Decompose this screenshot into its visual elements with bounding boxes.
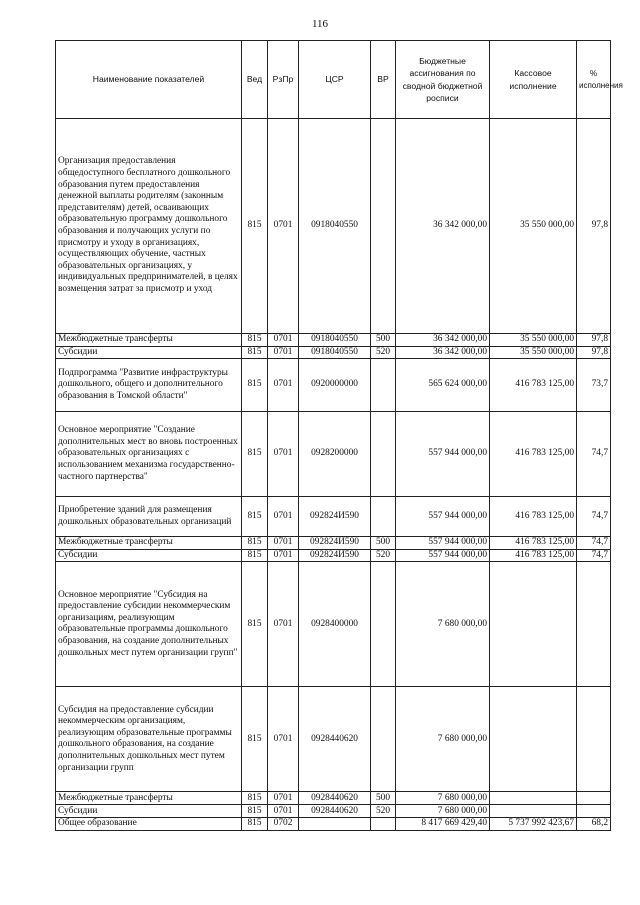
cell-pct: 74,7 — [577, 537, 611, 550]
cell-cash — [490, 792, 577, 805]
cell-rzpr: 0701 — [268, 119, 299, 334]
cell-vr — [371, 562, 396, 687]
cell-rzpr: 0701 — [268, 805, 299, 818]
cell-ved: 815 — [242, 792, 268, 805]
cell-ved: 815 — [242, 346, 268, 359]
cell-csr: 0928200000 — [299, 412, 371, 497]
cell-vr: 500 — [371, 537, 396, 550]
cell-rzpr: 0701 — [268, 412, 299, 497]
cell-name: Субсидия на предоставление субсидии некоммерческим организациям, реализующим образовательные программы дошкольного образования, на создание дополнительных дошкольных мест путем организации групп — [56, 687, 242, 792]
cell-pct — [577, 687, 611, 792]
cell-csr: 0928400000 — [299, 562, 371, 687]
cell-csr: 092824И590 — [299, 497, 371, 537]
cell-name: Межбюджетные трансферты — [56, 792, 242, 805]
cell-vr — [371, 119, 396, 334]
cell-name: Субсидии — [56, 549, 242, 562]
cell-assign: 7 680 000,00 — [396, 792, 490, 805]
cell-cash: 35 550 000,00 — [490, 334, 577, 347]
cell-assign: 36 342 000,00 — [396, 119, 490, 334]
table-row — [56, 792, 611, 805]
cell-cash — [490, 687, 577, 792]
cell-pct: 97,8 — [577, 346, 611, 359]
cell-name: Подпрограмма "Развитие инфраструктуры дошкольного, общего и дополнительного образования в Томской области" — [56, 359, 242, 412]
cell-ved: 815 — [242, 412, 268, 497]
cell-vr: 520 — [371, 805, 396, 818]
cell-assign: 557 944 000,00 — [396, 537, 490, 550]
cell-rzpr: 0701 — [268, 359, 299, 412]
cell-csr: 0918040550 — [299, 334, 371, 347]
cell-csr: 0918040550 — [299, 119, 371, 334]
cell-csr: 0918040550 — [299, 346, 371, 359]
cell-vr — [371, 818, 396, 831]
cell-assign: 7 680 000,00 — [396, 562, 490, 687]
header-rzpr: РзПр — [268, 41, 299, 119]
cell-vr — [371, 687, 396, 792]
cell-ved: 815 — [242, 359, 268, 412]
table-header-row — [56, 41, 611, 119]
cell-assign: 7 680 000,00 — [396, 687, 490, 792]
cell-ved: 815 — [242, 549, 268, 562]
cell-name: Основное мероприятие "Субсидия на предоставление субсидии некоммерческим организациям, реализующим образовательные программы дошкольного образования, на создание дополнительных дошкольных мест путем организации групп" — [56, 562, 242, 687]
cell-ved: 815 — [242, 119, 268, 334]
cell-name: Межбюджетные трансферты — [56, 334, 242, 347]
table-row — [56, 334, 611, 347]
cell-name: Субсидии — [56, 346, 242, 359]
cell-assign: 36 342 000,00 — [396, 346, 490, 359]
table-row — [56, 805, 611, 818]
cell-name: Субсидии — [56, 805, 242, 818]
page-number: 116 — [311, 18, 329, 30]
cell-vr — [371, 359, 396, 412]
cell-cash: 416 783 125,00 — [490, 412, 577, 497]
cell-vr: 520 — [371, 346, 396, 359]
cell-rzpr: 0701 — [268, 792, 299, 805]
cell-name: Организация предоставления общедоступного бесплатного дошкольного образования путем предоставления денежной выплаты родителям (законным представителям) детей, осваивающих образовательную программу дошкольного образования и получающих услуги по присмотру и уходу в организациях, осуществляющих обучение, частных образовательных организациях, у индивидуальных предпринимателей, в целях возмещения затрат за присмотр и уход — [56, 119, 242, 334]
cell-cash — [490, 562, 577, 687]
cell-rzpr: 0701 — [268, 562, 299, 687]
cell-ved: 815 — [242, 537, 268, 550]
header-cash: Кассовое исполнение — [490, 41, 577, 119]
cell-vr: 500 — [371, 792, 396, 805]
cell-ved: 815 — [242, 334, 268, 347]
table-row — [56, 412, 611, 497]
cell-rzpr: 0701 — [268, 497, 299, 537]
cell-cash: 416 783 125,00 — [490, 497, 577, 537]
cell-name: Приобретение зданий для размещения дошкольных образовательных организаций — [56, 497, 242, 537]
cell-cash: 416 783 125,00 — [490, 359, 577, 412]
cell-pct: 74,7 — [577, 412, 611, 497]
cell-pct: 74,7 — [577, 497, 611, 537]
table-row — [56, 119, 611, 334]
cell-assign: 8 417 669 429,40 — [396, 818, 490, 831]
cell-csr: 092824И590 — [299, 537, 371, 550]
table-row — [56, 818, 611, 831]
table-row — [56, 687, 611, 792]
cell-name: Основное мероприятие "Создание дополнительных мест во вновь построенных образовательных организациях с использованием механизма государственно-частного партнерства" — [56, 412, 242, 497]
cell-ved: 815 — [242, 687, 268, 792]
header-assign: Бюджетные ассигнования по сводной бюджетной росписи — [396, 41, 490, 119]
cell-vr: 520 — [371, 549, 396, 562]
table-row — [56, 359, 611, 412]
table-row — [56, 497, 611, 537]
cell-cash — [490, 805, 577, 818]
cell-csr: 0928440620 — [299, 792, 371, 805]
cell-ved: 815 — [242, 497, 268, 537]
cell-ved: 815 — [242, 818, 268, 831]
cell-assign: 565 624 000,00 — [396, 359, 490, 412]
cell-cash: 35 550 000,00 — [490, 119, 577, 334]
cell-assign: 557 944 000,00 — [396, 549, 490, 562]
cell-csr: 0928440620 — [299, 805, 371, 818]
cell-csr: 0928440620 — [299, 687, 371, 792]
cell-assign: 557 944 000,00 — [396, 497, 490, 537]
header-vr: ВР — [371, 41, 396, 119]
table-row — [56, 562, 611, 687]
cell-vr: 500 — [371, 334, 396, 347]
table-row — [56, 346, 611, 359]
cell-csr — [299, 818, 371, 831]
cell-pct — [577, 805, 611, 818]
cell-pct: 97,8 — [577, 119, 611, 334]
cell-assign: 557 944 000,00 — [396, 412, 490, 497]
header-name: Наименование показателей — [56, 41, 242, 119]
cell-pct: 97,8 — [577, 334, 611, 347]
cell-rzpr: 0702 — [268, 818, 299, 831]
cell-assign: 36 342 000,00 — [396, 334, 490, 347]
cell-vr — [371, 412, 396, 497]
cell-rzpr: 0701 — [268, 537, 299, 550]
cell-rzpr: 0701 — [268, 346, 299, 359]
cell-csr: 092824И590 — [299, 549, 371, 562]
header-ved: Вед — [242, 41, 268, 119]
cell-pct: 73,7 — [577, 359, 611, 412]
table-row — [56, 549, 611, 562]
cell-pct: 74,7 — [577, 549, 611, 562]
header-csr: ЦСР — [299, 41, 371, 119]
cell-pct: 68,2 — [577, 818, 611, 831]
cell-cash: 416 783 125,00 — [490, 537, 577, 550]
cell-pct — [577, 562, 611, 687]
cell-pct — [577, 792, 611, 805]
cell-ved: 815 — [242, 562, 268, 687]
cell-rzpr: 0701 — [268, 687, 299, 792]
header-pct: % исполнения — [577, 41, 611, 119]
table-row — [56, 537, 611, 550]
cell-ved: 815 — [242, 805, 268, 818]
cell-name: Общее образование — [56, 818, 242, 831]
cell-rzpr: 0701 — [268, 334, 299, 347]
cell-cash: 35 550 000,00 — [490, 346, 577, 359]
cell-assign: 7 680 000,00 — [396, 805, 490, 818]
cell-vr — [371, 497, 396, 537]
cell-csr: 0920000000 — [299, 359, 371, 412]
cell-cash: 5 737 992 423,67 — [490, 818, 577, 831]
cell-name: Межбюджетные трансферты — [56, 537, 242, 550]
cell-cash: 416 783 125,00 — [490, 549, 577, 562]
budget-execution-table — [55, 40, 623, 831]
cell-rzpr: 0701 — [268, 549, 299, 562]
